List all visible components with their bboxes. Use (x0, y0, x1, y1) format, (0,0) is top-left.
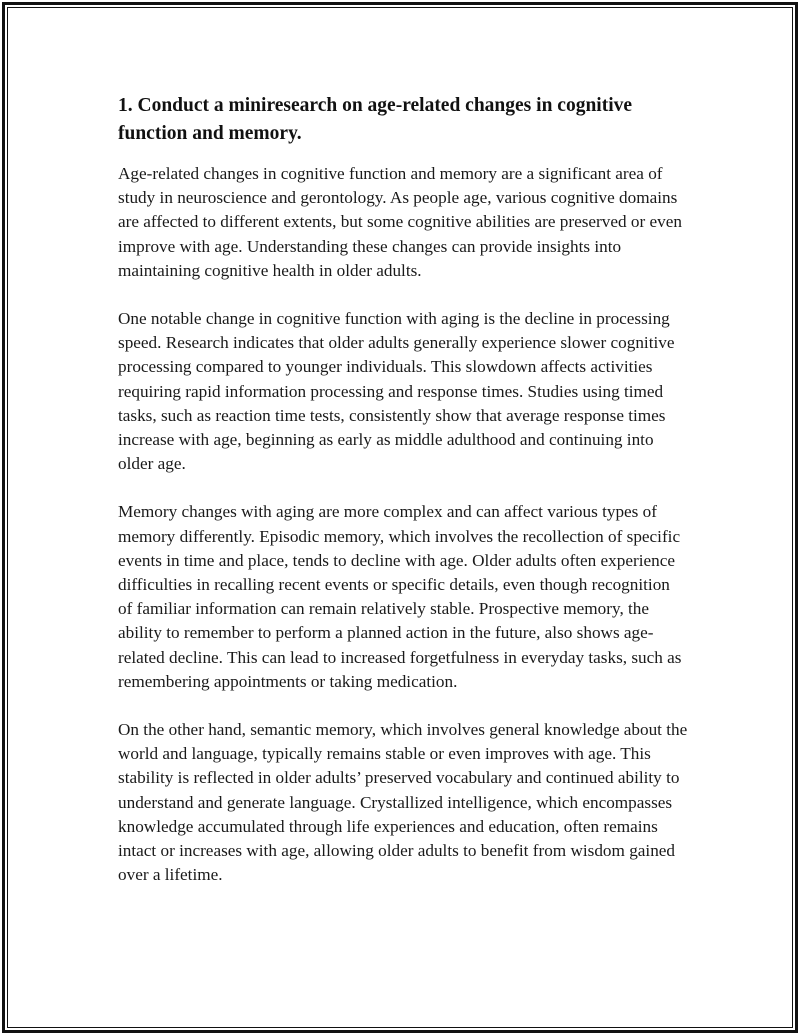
paragraph-memory-changes: Memory changes with aging are more complex and can affect various types of memory differently. Episodic memory, which involves the recollection of specific events in time and place, tends to decline with age. Older adults often experience difficulties in recalling recent events or specific details, even though recognition of familiar information can remain relatively stable. Prospective memory, the ability to remember to perform a planned action in the future, also shows age-related decline. This can lead to increased forgetfulness in everyday tasks, such as remembering appointments or taking medication. (118, 502, 682, 691)
section-heading: 1. Conduct a miniresearch on age-related changes in cognitive function and memory. (118, 95, 633, 144)
paragraph-processing-speed: One notable change in cognitive function with aging is the decline in processing speed. Research indicates that older adults generally experience slower cognitive processing compared to younger individuals. This slowdown affects activities requiring rapid information processing and response times. Studies using timed tasks, such as reaction time tests, consistently show that average response times increase with age, beginning as early as middle adulthood and continuing into older age. (118, 309, 675, 474)
paragraph-semantic-memory: On the other hand, semantic memory, which involves general knowledge about the world and language, typically remains stable or even improves with age. This stability is reflected in older adults’ preserved vocabulary and continued ability to understand and generate language. Crystallized intelligence, which encompasses knowledge accumulated through life experiences and education, often remains intact or increases with age, allowing older adults to benefit from wisdom gained over a lifetime. (118, 720, 688, 885)
document-body (118, 92, 688, 911)
paragraph-intro: Age-related changes in cognitive function and memory are a significant area of study in neuroscience and gerontology. As people age, various cognitive domains are affected to different extents, but some cognitive abilities are preserved or even improve with age. Understanding these changes can provide insights into maintaining cognitive health in older adults. (118, 164, 682, 280)
